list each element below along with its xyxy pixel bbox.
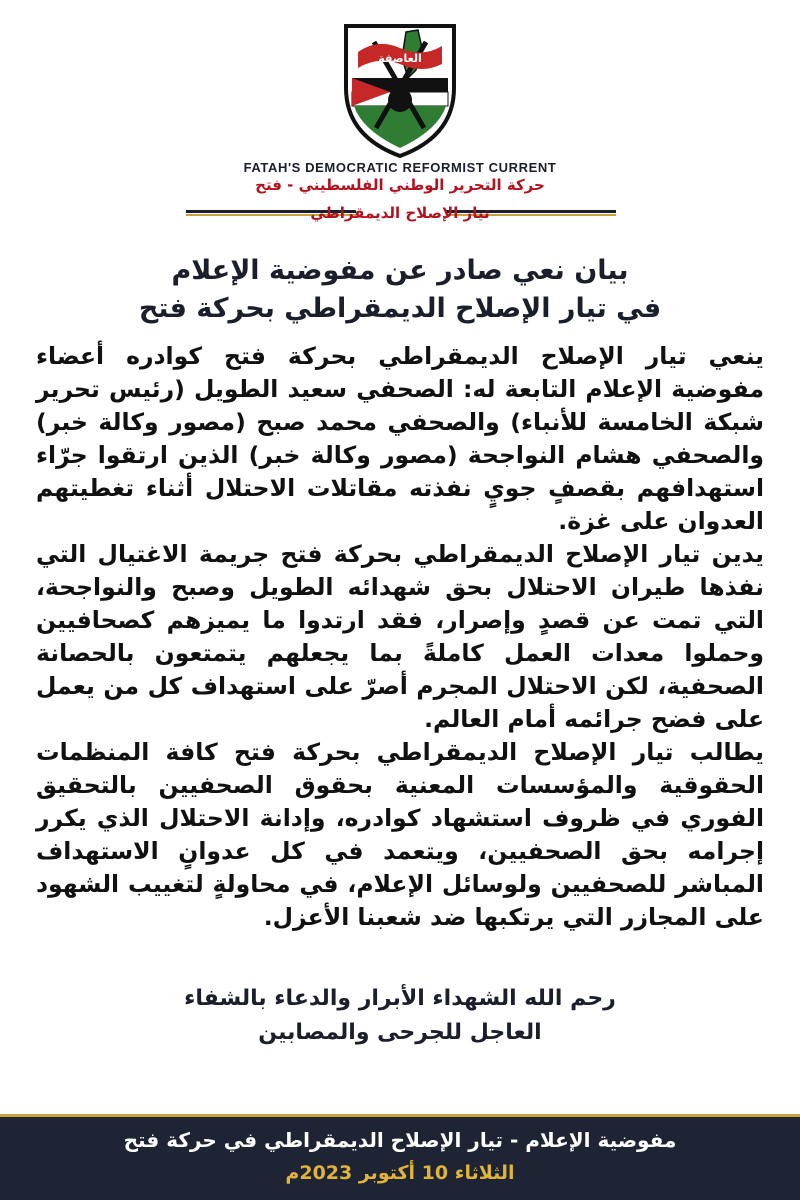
title-line-1: بيان نعي صادر عن مفوضية الإعلام — [171, 255, 629, 286]
closing-line-1: رحم الله الشهداء الأبرار والدعاء بالشفاء — [184, 986, 616, 1011]
footer-signature: مفوضية الإعلام - تيار الإصلاح الديمقراطي في حركة فتح — [123, 1128, 677, 1152]
org-english-name: FATAH'S DEMOCRATIC REFORMIST CURRENT — [243, 160, 557, 175]
statement-title — [60, 252, 740, 328]
paragraph: يطالب تيار الإصلاح الديمقراطي بحركة فتح كافة المنظمات الحقوقية والمؤسسات المعنية بحقوق الصحفيين بالتحقيق الفوري في ظروف استشهاد كوادره، وإدانة الاحتلال الذي يكرر إجرامه بحق الصحفيين، ويتعمد في كل عدوانٍ الاستهداف المباشر للصحفيين ولوسائل الإعلام، في محاولةٍ لتغييب الشهود على المجازر التي يرتكبها ضد شعبنا الأعزل. — [36, 738, 764, 931]
footer-gold-line — [0, 1114, 800, 1117]
svg-text:العاصفة: العاصفة — [378, 52, 422, 65]
org-arabic-name: حركة التحرير الوطني الفلسطيني - فتح — [255, 176, 545, 194]
statement-body — [36, 340, 764, 934]
org-subtitle: تيار الإصلاح الديمقراطي — [310, 204, 490, 222]
footer-date: الثلاثاء 10 أكتوبر 2023م — [285, 1162, 515, 1184]
closing-prayer — [170, 982, 630, 1050]
footer-banner — [0, 1114, 800, 1200]
paragraph: يدين تيار الإصلاح الديمقراطي بحركة فتح جريمة الاغتيال التي نفذها طيران الاحتلال بحق شهدائه الطويل وصبح والنواجحة، التي تمت عن قصدٍ وإصرار، فقد ارتدوا ما يميزهم كصحافيين وحملوا معدات العمل كاملةً بما يجعلهم يتمتعون بالحصانة الصحفية، لكن الاحتلال المجرم أصرّ على استهداف كل من يعمل على فضح جرائمه أمام العالم. — [36, 540, 764, 733]
paragraph: ينعي تيار الإصلاح الديمقراطي بحركة فتح كوادره أعضاء مفوضية الإعلام التابعة له: الصحفي سعيد الطويل (رئيس تحرير شبكة الخامسة للأنباء) والصحفي محمد صبح (مصور وكالة خبر) والصحفي هشام النواجحة (مصور وكالة خبر) الذين ارتقوا جرّاء استهدافهم بقصفٍ جويٍ نفذته مقاتلات الاحتلال أثناء تغطيتهم العدوان على غزة. — [36, 342, 764, 535]
title-line-2: في تيار الإصلاح الديمقراطي بحركة فتح — [138, 293, 662, 324]
closing-line-2: العاجل للجرحى والمصابين — [258, 1020, 542, 1045]
fatah-emblem-icon — [338, 18, 462, 160]
